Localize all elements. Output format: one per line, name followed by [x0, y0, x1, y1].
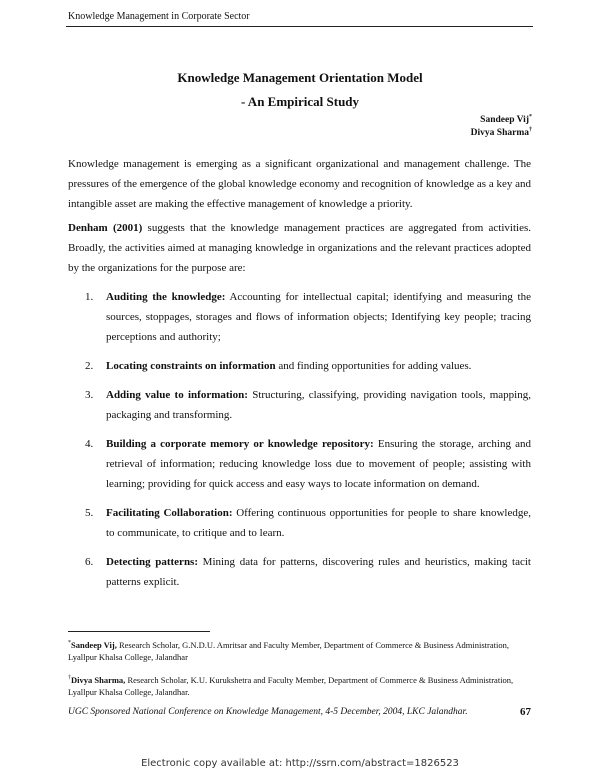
list-number: 2.: [85, 360, 94, 372]
list-item: [80, 356, 531, 376]
footnote-mark: *: [68, 640, 71, 646]
list-text: Ensuring the storage, arching and retrieval of information; reducing knowledge loss due to movement of people; assisting with learning; providing for quick access and easy ways to locate information on demand.: [106, 438, 531, 490]
list-text: Accounting for intellectual capital; identifying and measuring the sources, stoppages, storages and flows of information objects; Identifying key people; tracing perceptions and authority;: [106, 291, 531, 343]
paper-subtitle: - An Empirical Study: [240, 94, 360, 109]
intro-paragraph: Knowledge management is emerging as a significant organizational and management challenge. The pressures of the emergence of the global knowledge economy and recognition of knowledge as a key and intangible asset are making the effective management of knowledge a priority.: [68, 158, 531, 210]
author-2: [471, 127, 532, 138]
list-heading: Adding value to information:: [106, 389, 248, 401]
denham-citation: Denham (2001): [68, 222, 143, 234]
header-rule: [66, 26, 533, 27]
list-text: Mining data for patterns, discovering rules and heuristics, making tacit patterns explicit.: [106, 556, 531, 588]
list-heading: Detecting patterns:: [106, 556, 199, 568]
list-heading: Locating constraints on information: [106, 360, 276, 372]
author-name: Divya Sharma: [470, 128, 529, 139]
list-number: 5.: [85, 507, 94, 519]
list-heading: Auditing the knowledge:: [106, 291, 226, 303]
list-heading: Building a corporate memory or knowledge repository:: [106, 438, 374, 450]
denham-paragraph: [68, 218, 531, 278]
ssrn-footer-link[interactable]: Electronic copy available at: http://ssrn.com/abstract=1826523: [141, 758, 459, 769]
list-heading: Facilitating Collaboration:: [106, 507, 233, 519]
paper-title: Knowledge Management Orientation Model: [177, 70, 423, 85]
list-item: [80, 503, 531, 543]
list-item: [80, 552, 531, 592]
practices-list: [80, 287, 531, 601]
list-item: [80, 385, 531, 425]
list-text: Structuring, classifying, providing navigation tools, mapping, packaging and transforming.: [106, 389, 531, 421]
denham-text: suggests that the knowledge management practices are aggregated from activities. Broadly, the activities aimed at managing knowledge in organizations and the relevant practices adopted by the organizations for the purpose are:: [68, 222, 531, 274]
list-number: 3.: [85, 389, 94, 401]
footnote-text: Research Scholar, K.U. Kurukshetra and Faculty Member, Department of Commerce & Business Administration, Lyallpur Khalsa College, Jalandhar.: [68, 674, 514, 697]
list-item: [80, 287, 531, 347]
footnote-name: Divya Sharma,: [71, 674, 126, 685]
author-mark: †: [529, 127, 532, 133]
footnote-name: Sandeep Vij,: [71, 639, 117, 650]
conference-footer: UGC Sponsored National Conference on Knowledge Management, 4-5 December, 2004, LKC Jalandhar.: [68, 707, 468, 717]
list-number: 4.: [85, 438, 94, 450]
author-1: [480, 114, 532, 125]
page-number: 67: [520, 706, 531, 718]
list-text: Offering continuous opportunities for people to share knowledge, to communicate, to critique and to learn.: [106, 507, 531, 539]
list-number: 6.: [85, 556, 94, 568]
footnote-mark: †: [68, 675, 71, 681]
footnote-rule: [68, 631, 210, 632]
footnote-text: Research Scholar, G.N.D.U. Amritsar and Faculty Member, Department of Commerce & Business Administration, Lyallpur Khalsa College, Jalandhar: [68, 639, 509, 662]
author-mark: *: [529, 114, 532, 120]
running-header: Knowledge Management in Corporate Sector: [68, 11, 250, 22]
list-item: [80, 434, 531, 494]
list-number: 1.: [85, 291, 94, 303]
author-name: Sandeep Vij: [480, 115, 529, 126]
footnote-2: [68, 672, 531, 698]
list-text: and finding opportunities for adding values.: [275, 360, 472, 372]
footnote-1: [68, 637, 531, 663]
